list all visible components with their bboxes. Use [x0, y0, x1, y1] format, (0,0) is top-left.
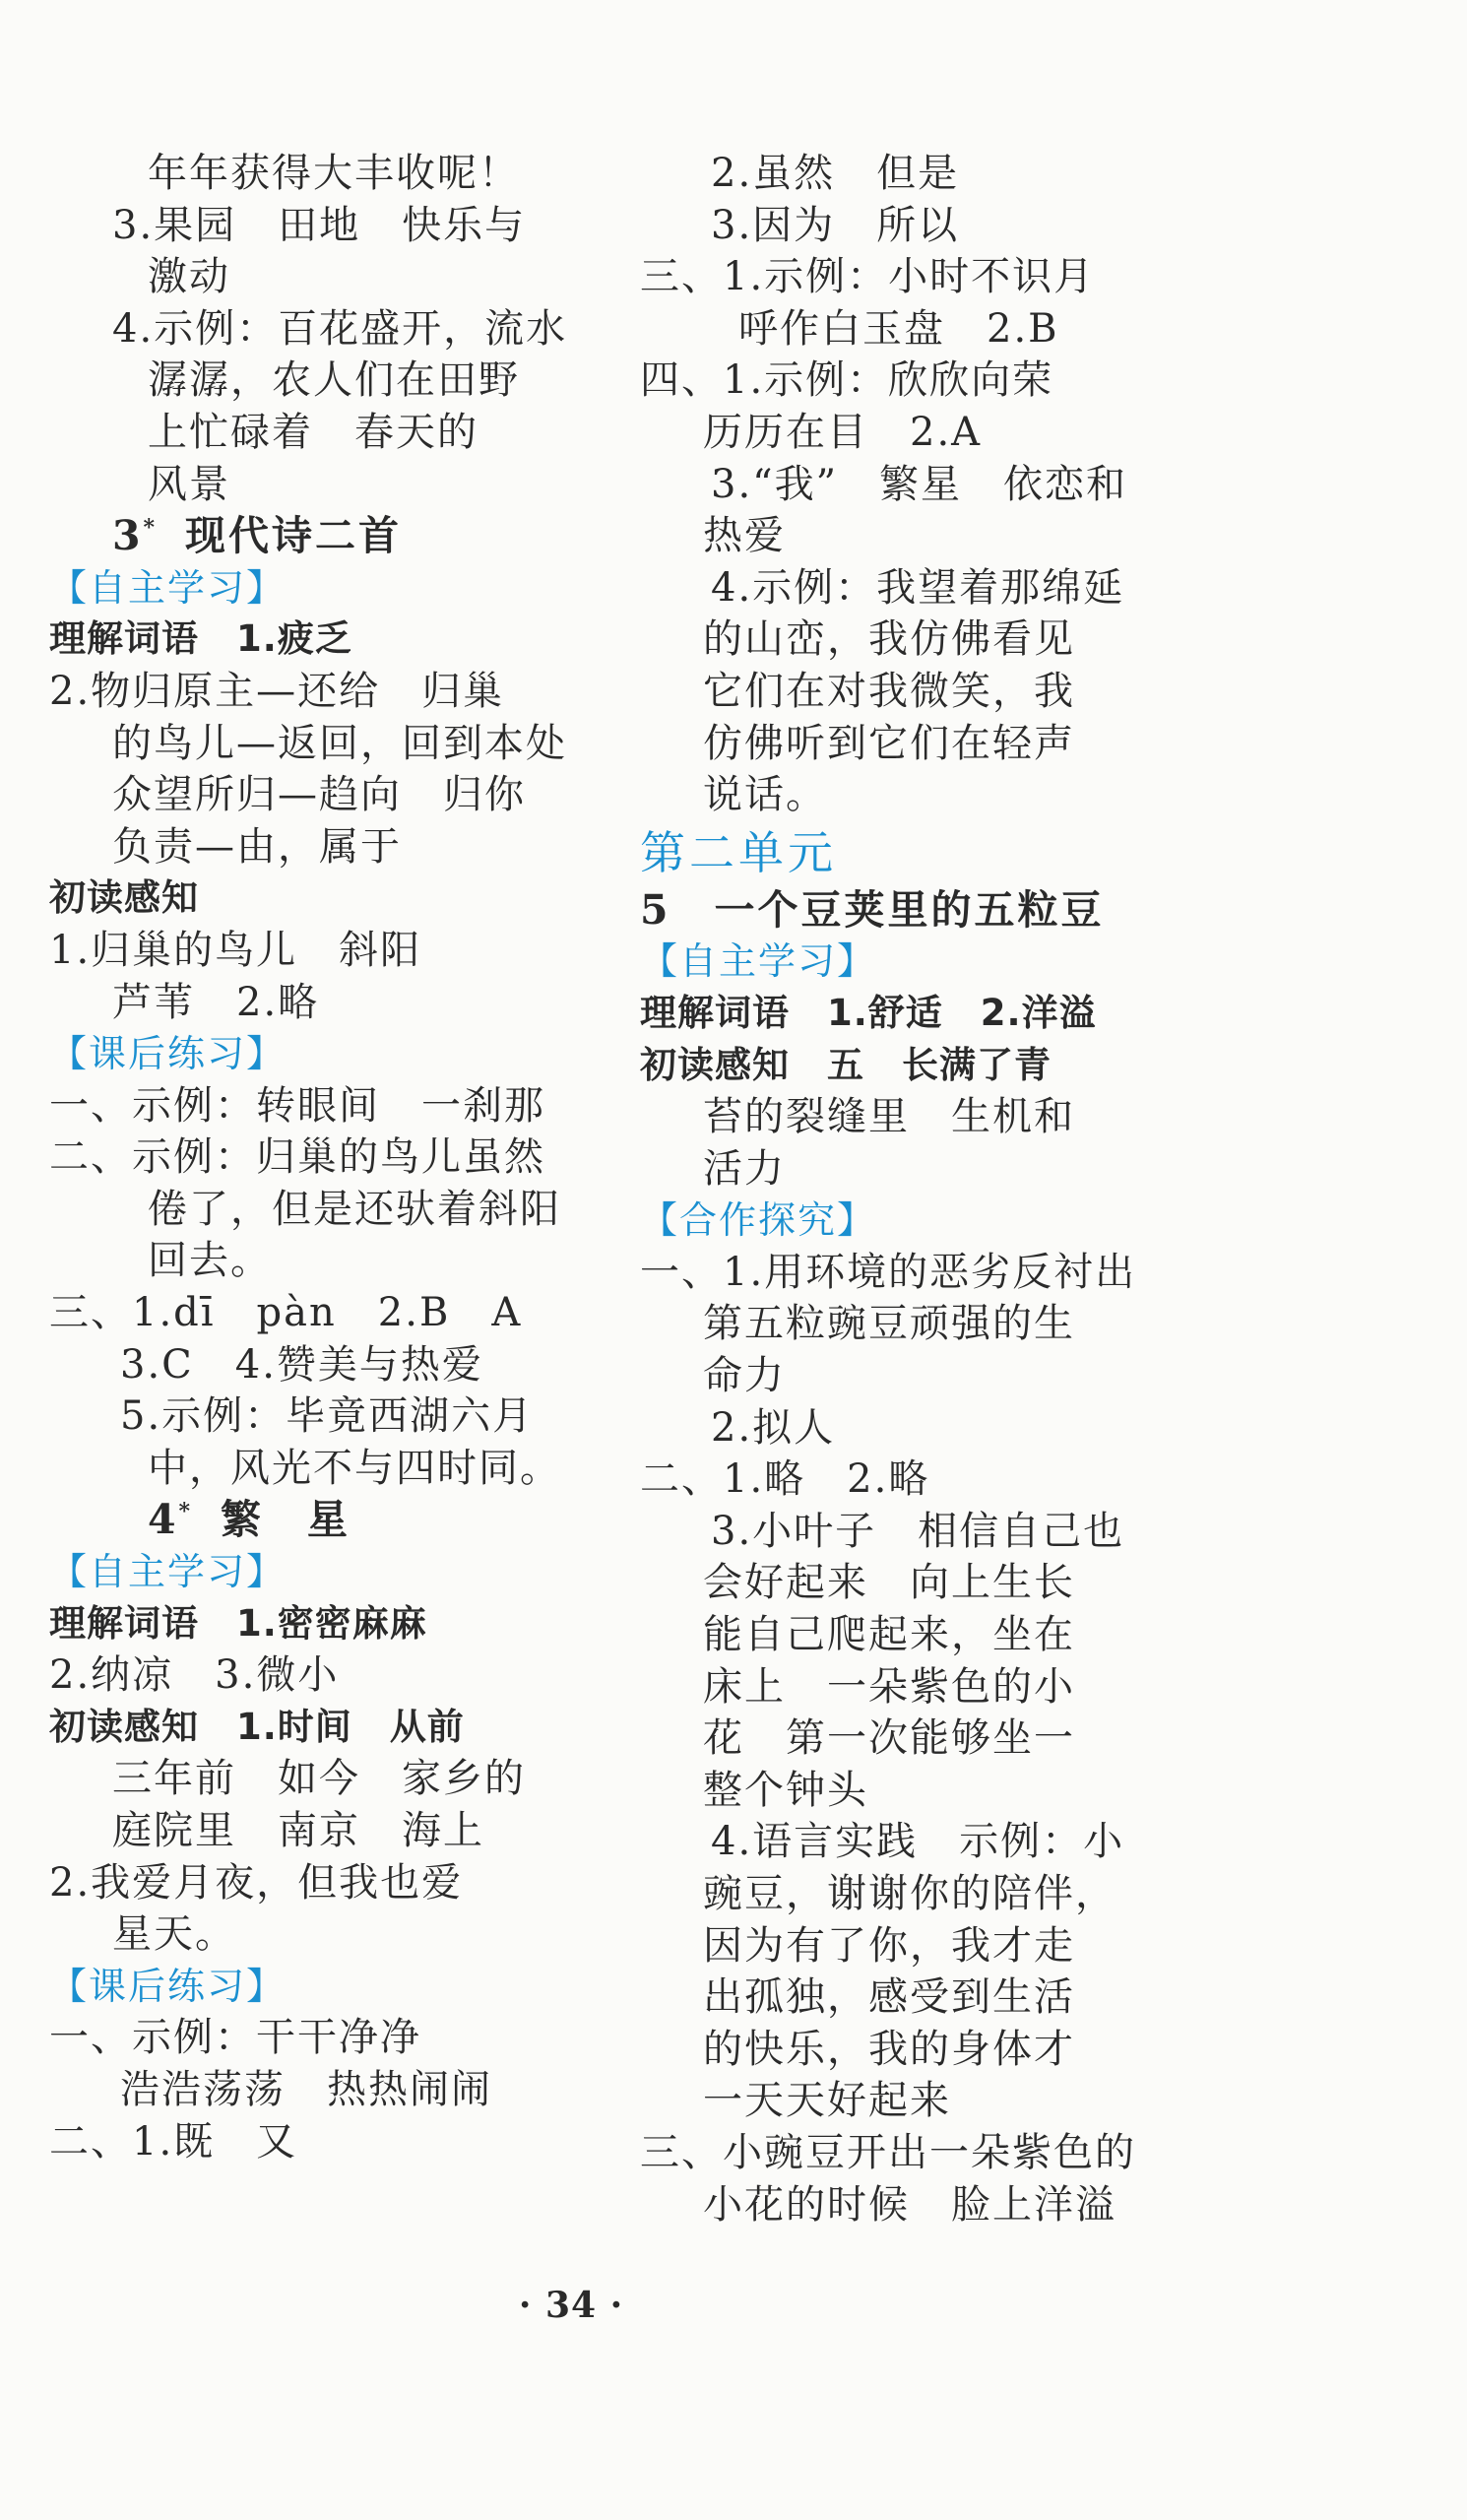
section-tag: 【自主学习】 [49, 1550, 287, 1594]
answer-line: 2.纳凉 3.微小 [49, 1652, 340, 1699]
answer-line: 初读感知 [49, 876, 199, 920]
answer-line: 年年获得大丰收呢！ [148, 151, 520, 196]
answer-line: 苔的裂缝里 生机和 [703, 1094, 1075, 1140]
answer-line: 的快乐，我的身体才 [703, 2026, 1075, 2072]
answer-line: 能自己爬起来，坐在 [703, 1612, 1075, 1658]
answer-line: 3.小叶子 相信自己也 [711, 1508, 1125, 1554]
answer-line: 3.“我” 繁星 依恋和 [711, 461, 1128, 507]
answer-line: 星天。 [112, 1911, 236, 1958]
answer-line: 豌豆，谢谢你的陪伴， [703, 1871, 1116, 1916]
answer-line: 三年前 如今 家乡的 [112, 1756, 526, 1802]
answer-line: 二、1.既 又 [49, 2118, 298, 2165]
answer-line: 2.我爱月夜，但我也爱 [49, 1859, 464, 1906]
answer-line: 的鸟儿—返回，回到本处 [112, 720, 567, 766]
page-number: · 34 · [518, 2285, 624, 2326]
answer-line: 小花的时候 脸上洋溢 [703, 2181, 1116, 2228]
answer-line: 3.C 4.赞美与热爱 [120, 1341, 483, 1388]
answer-line: 理解词语 1.密密麻麻 [49, 1601, 427, 1645]
answer-line: 2.虽然 但是 [711, 151, 960, 196]
lesson-title: 现代诗二首 [185, 512, 403, 560]
answer-line: 整个钟头 [703, 1767, 868, 1813]
answer-line: 1.归巢的鸟儿 斜阳 [49, 927, 422, 973]
answer-line: 历历在目 2.A [703, 409, 983, 455]
answer-line: 初读感知 五 长满了青 [640, 1043, 1052, 1086]
section-tag: 【课后练习】 [49, 1964, 287, 2008]
left-column [49, 148, 601, 2167]
answer-line: 三、1.示例：小时不识月 [640, 254, 1096, 300]
answer-line: 一、示例：转眼间 一刹那 [49, 1082, 545, 1129]
answer-line: 芦苇 2.略 [112, 979, 320, 1025]
answer-line: 3.果园 田地 快乐与 [112, 202, 527, 248]
right-column [640, 148, 1172, 2230]
answer-line: 2.物归原主—还给 归巢 [49, 668, 505, 714]
answer-line: 二、示例：归巢的鸟儿虽然 [49, 1134, 545, 1181]
answer-line: 花 第一次能够坐一 [703, 1715, 1075, 1762]
lesson-heading: 5 一个豆荚里的五粒豆 [640, 885, 1105, 934]
answer-line: 4.示例：百花盛开，流水 [112, 305, 568, 352]
section-tag: 【自主学习】 [640, 939, 877, 984]
lesson-asterisk: * [143, 515, 159, 542]
answer-line: 二、1.略 2.略 [640, 1456, 930, 1503]
answer-line: 庭院里 南京 海上 [112, 1808, 484, 1853]
section-tag: 【合作探究】 [640, 1198, 877, 1243]
answer-line: 的山峦，我仿佛看见 [703, 616, 1075, 663]
lesson-number: 3 [112, 512, 144, 560]
answer-line: 一天天好起来 [703, 2078, 951, 2124]
answer-line: 一、示例：干干净净 [49, 2015, 421, 2061]
answer-line: 活力 [703, 1145, 786, 1192]
answer-line [49, 1494, 601, 1546]
answer-line: 负责—由，属于 [112, 823, 402, 870]
answer-line: 4.示例：我望着那绵延 [711, 564, 1125, 611]
answer-line: 潺潺，农人们在田野 [148, 357, 520, 404]
lesson-asterisk: * [178, 1499, 194, 1525]
answer-line: 5.示例：毕竟西湖六月 [120, 1393, 535, 1440]
answer-line: 命力 [703, 1353, 786, 1399]
answer-line: 众望所归—趋向 归你 [112, 772, 526, 818]
unit-heading: 第二单元 [640, 825, 837, 879]
lesson-number: 4 [148, 1496, 179, 1544]
lesson-title: 繁 星 [221, 1496, 351, 1544]
answer-line: 三、小豌豆开出一朵紫色的 [640, 2129, 1136, 2175]
answer-line: 浩浩荡荡 热热闹闹 [120, 2066, 492, 2112]
answer-line: 倦了，但是还驮着斜阳 [148, 1186, 561, 1232]
answer-line: 因为有了你，我才走 [703, 1922, 1075, 1969]
answer-line: 风景 [148, 461, 230, 507]
answer-line: 床上 一朵紫色的小 [703, 1663, 1075, 1710]
answer-line: 4.语言实践 示例：小 [711, 1819, 1125, 1865]
section-tag: 【课后练习】 [49, 1032, 287, 1076]
answer-line: 回去。 [148, 1238, 272, 1284]
answer-line: 三、1.dī pàn 2.B A [49, 1290, 523, 1336]
answer-line: 出孤独，感受到生活 [703, 1974, 1075, 2021]
answer-line: 第五粒豌豆顽强的生 [703, 1301, 1075, 1347]
answer-line [49, 510, 601, 562]
answer-line: 理解词语 1.舒适 2.洋溢 [640, 991, 1097, 1034]
answer-line: 热爱 [703, 513, 786, 559]
answer-line: 四、1.示例：欣欣向荣 [640, 357, 1054, 404]
answer-line: 初读感知 1.时间 从前 [49, 1705, 465, 1748]
section-tag: 【自主学习】 [49, 565, 287, 610]
answer-line: 3.因为 所以 [711, 202, 960, 248]
answer-line: 一、1.用环境的恶劣反衬出 [640, 1249, 1137, 1295]
answer-line: 上忙碌着 春天的 [148, 409, 478, 455]
answer-line: 激动 [148, 254, 230, 300]
answer-line: 呼作白玉盘 2.B [738, 305, 1059, 352]
answer-line: 理解词语 1.疲乏 [49, 617, 352, 661]
answer-line: 2.拟人 [711, 1404, 836, 1451]
answer-line: 它们在对我微笑，我 [703, 668, 1075, 714]
answer-line: 仿佛听到它们在轻声 [703, 720, 1075, 766]
answer-line: 会好起来 向上生长 [703, 1560, 1075, 1606]
answer-line: 说话。 [703, 772, 827, 818]
answer-line: 中，风光不与四时同。 [148, 1445, 561, 1491]
